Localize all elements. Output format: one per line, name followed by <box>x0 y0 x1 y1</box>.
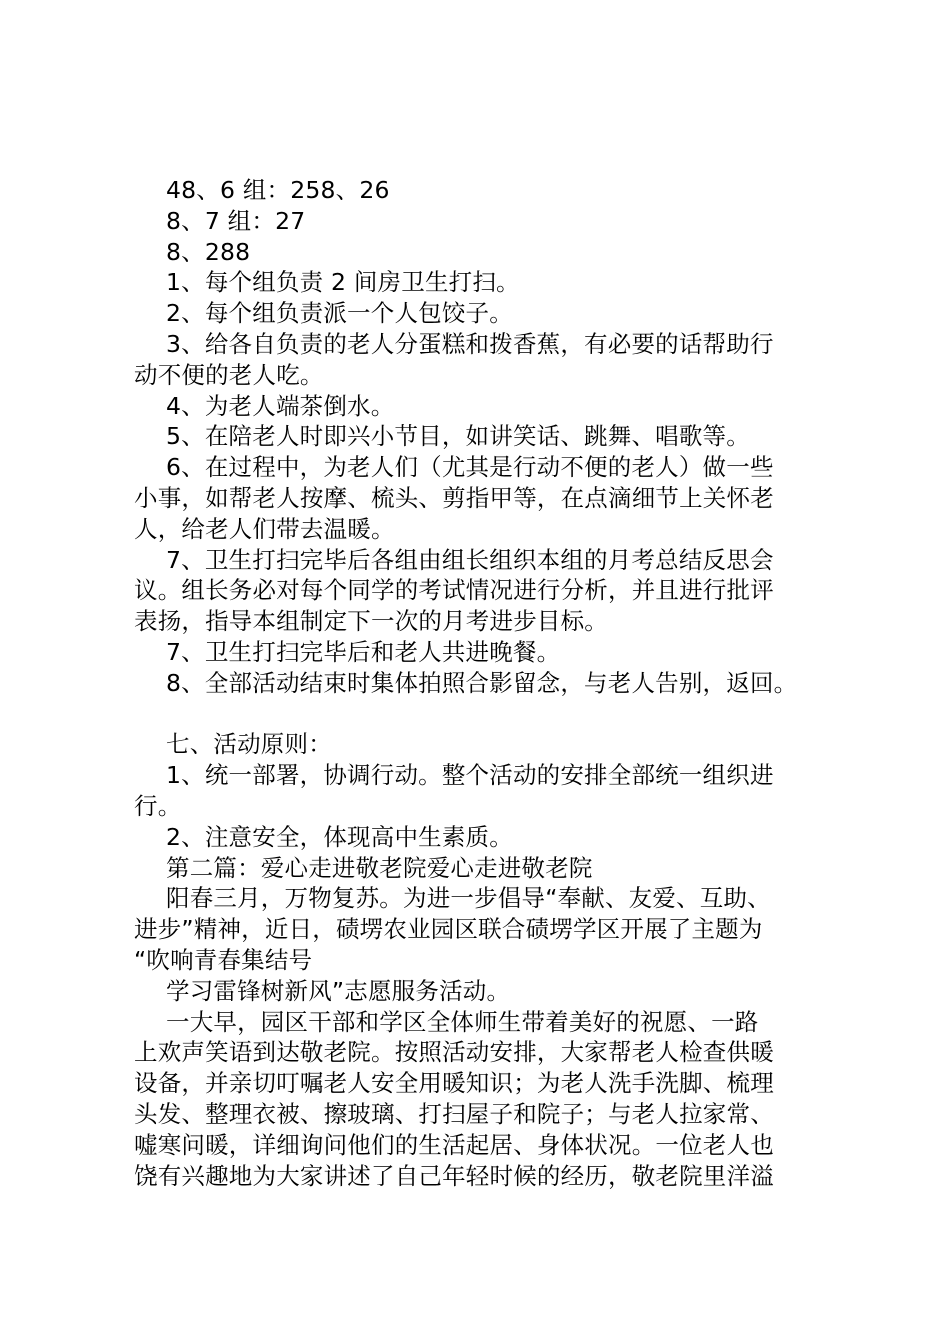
text-line: 人，给老人们带去温暖。 <box>134 514 395 543</box>
text-line: 学习雷锋树新风”志愿服务活动。 <box>166 976 511 1005</box>
text-line: 一大早，园区干部和学区全体师生带着美好的祝愿、一路 <box>166 1007 759 1036</box>
text-line: 1、统一部署，协调行动。整个活动的安排全部统一组织进 <box>166 761 774 790</box>
text-line: 饶有兴趣地为大家讲述了自己年轻时候的经历，敬老院里洋溢 <box>134 1161 774 1190</box>
text-line: 2、注意安全，体现高中生素质。 <box>166 822 513 851</box>
document-body <box>134 175 834 1191</box>
text-line: 上欢声笑语到达敬老院。按照活动安排，大家帮老人检查供暖 <box>134 1038 774 1067</box>
text-line: 进步”精神，近日，碛塄农业园区联合碛塄学区开展了主题为 <box>134 915 763 944</box>
text-line: 8、288 <box>166 237 251 266</box>
text-line: 7、卫生打扫完毕后各组由组长组织本组的月考总结反思会 <box>166 545 774 574</box>
text-line: 嘘寒问暖，详细询问他们的生活起居、身体状况。一位老人也 <box>134 1130 774 1159</box>
text-line: “吹响青春集结号 <box>134 945 313 974</box>
text-line: 设备，并亲切叮嘱老人安全用暖知识；为老人洗手洗脚、梳理 <box>134 1069 774 1098</box>
text-line: 4、为老人端茶倒水。 <box>166 391 395 420</box>
text-line: 5、在陪老人时即兴小节目，如讲笑话、跳舞、唱歌等。 <box>166 422 750 451</box>
text-line: 3、给各自负责的老人分蛋糕和拨香蕉，有必要的话帮助行 <box>166 329 774 358</box>
text-line: 行。 <box>134 791 182 820</box>
text-line: 议。组长务必对每个同学的考试情况进行分析，并且进行批评 <box>134 576 774 605</box>
text-line: 小事，如帮老人按摩、梳头、剪指甲等，在点滴细节上关怀老 <box>134 483 774 512</box>
text-line: 7、卫生打扫完毕后和老人共进晚餐。 <box>166 637 561 666</box>
chapter-heading: 第二篇：爱心走进敬老院爱心走进敬老院 <box>166 853 593 882</box>
text-line: 8、全部活动结束时集体拍照合影留念，与老人告别，返回。 <box>166 668 798 697</box>
text-line: 2、每个组负责派一个人包饺子。 <box>166 299 513 328</box>
blank-line <box>134 699 834 730</box>
text-line: 表扬，指导本组制定下一次的月考进步目标。 <box>134 607 608 636</box>
text-line: 头发、整理衣被、擦玻璃、打扫屋子和院子；与老人拉家常、 <box>134 1099 774 1128</box>
section-heading: 七、活动原则： <box>166 730 332 759</box>
text-line: 48、6 组：258、26 <box>166 176 390 204</box>
text-line: 6、在过程中，为老人们（尤其是行动不便的老人）做一些 <box>166 453 774 482</box>
text-line: 动不便的老人吃。 <box>134 360 324 389</box>
text-line: 阳春三月，万物复苏。为进一步倡导“奉献、友爱、互助、 <box>166 884 771 913</box>
text-line: 1、每个组负责 2 间房卫生打扫。 <box>166 268 520 297</box>
text-line: 8、7 组：27 <box>166 206 306 235</box>
